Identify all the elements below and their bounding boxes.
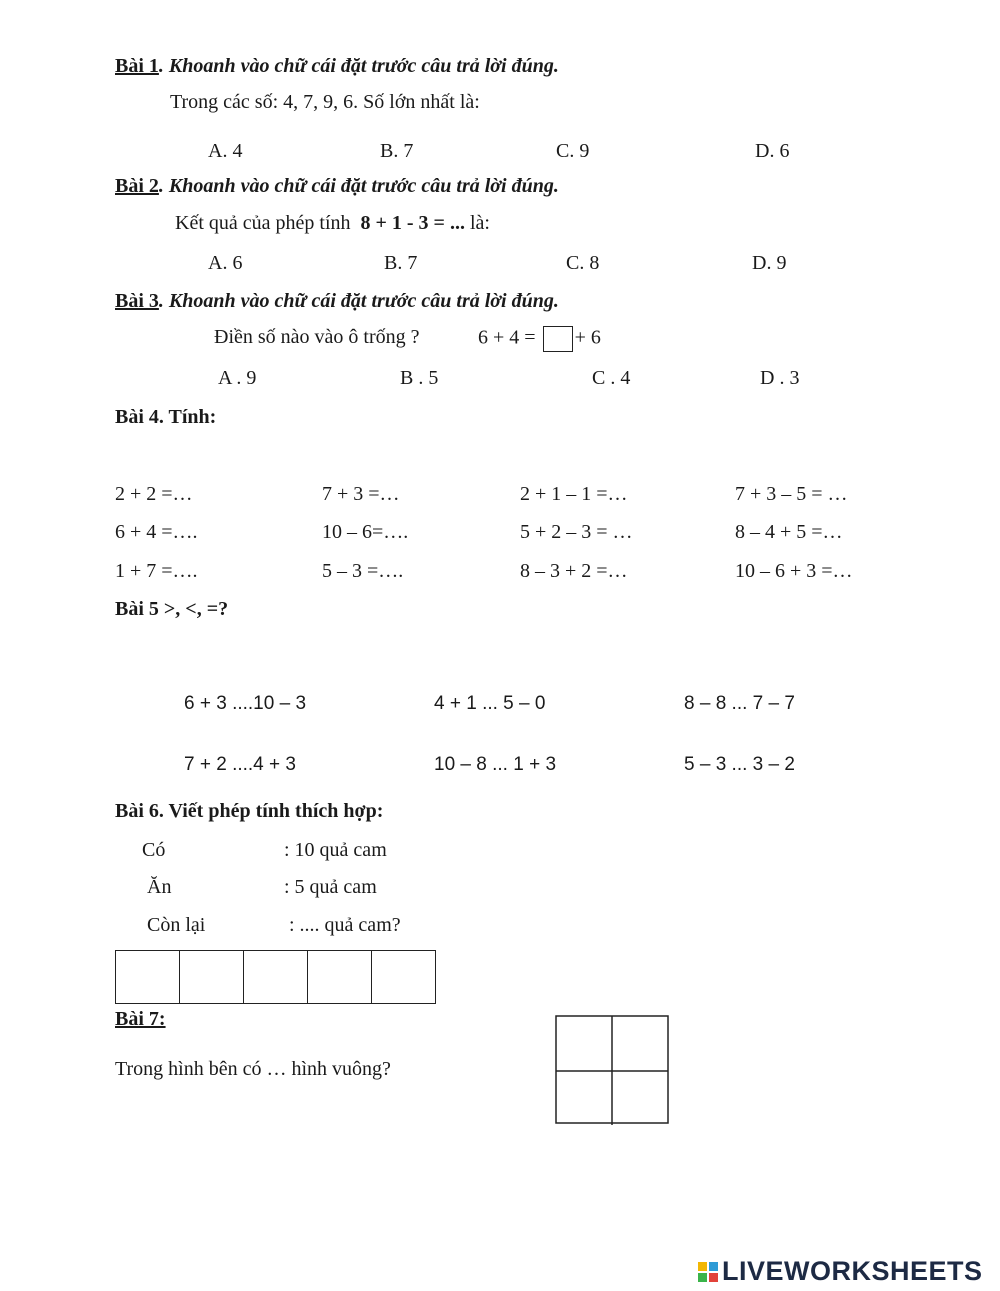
bai4-item[interactable]: 7 + 3 – 5 = … bbox=[735, 483, 848, 505]
bai3-equation-right: + 6 bbox=[574, 326, 601, 349]
bai7-question[interactable]: Trong hình bên có … hình vuông? bbox=[115, 1058, 391, 1080]
bai3-option-b[interactable]: B . 5 bbox=[400, 367, 439, 389]
bai5-item[interactable]: 8 – 8 ... 7 – 7 bbox=[684, 693, 795, 714]
bai1-option-c[interactable]: C. 9 bbox=[556, 140, 590, 162]
bai2-question bbox=[175, 212, 490, 235]
bai2-option-b[interactable]: B. 7 bbox=[384, 252, 418, 274]
bai4-item[interactable]: 5 – 3 =…. bbox=[322, 560, 404, 582]
bai6-answer-cell[interactable] bbox=[180, 951, 244, 1003]
bai5-item[interactable]: 4 + 1 ... 5 – 0 bbox=[434, 693, 546, 714]
bai4-item[interactable]: 6 + 4 =…. bbox=[115, 521, 198, 543]
bai6-label-an: Ăn bbox=[147, 876, 172, 898]
bai6-title: Bài 6. Viết phép tính thích hợp: bbox=[115, 800, 384, 822]
bai6-answer-boxes bbox=[115, 950, 436, 1004]
bai1-label: Bài 1 bbox=[115, 55, 159, 77]
bai4-item[interactable]: 5 + 2 – 3 = … bbox=[520, 521, 633, 543]
bai7-square-figure bbox=[555, 1015, 669, 1125]
bai4-item[interactable]: 2 + 1 – 1 =… bbox=[520, 483, 628, 505]
bai3-label: Bài 3 bbox=[115, 290, 159, 312]
bai5-item[interactable]: 6 + 3 ....10 – 3 bbox=[184, 693, 307, 714]
bai1-option-d[interactable]: D. 6 bbox=[755, 140, 790, 162]
bai7-title bbox=[115, 1008, 166, 1031]
bai6-value-co: : 10 quả cam bbox=[284, 839, 387, 861]
bai1-title bbox=[115, 55, 559, 78]
bai1-question: Trong các số: 4, 7, 9, 6. Số lớn nhất là: bbox=[170, 91, 480, 113]
bai5-title: Bài 5 >, <, =? bbox=[115, 598, 229, 620]
bai3-title bbox=[115, 290, 559, 313]
bai7-label: Bài 7: bbox=[115, 1008, 166, 1030]
bai5-item[interactable]: 10 – 8 ... 1 + 3 bbox=[434, 754, 557, 775]
bai3-answer-box[interactable] bbox=[543, 326, 573, 352]
bai3-question: Điền số nào vào ô trống ? bbox=[214, 326, 420, 348]
bai4-item[interactable]: 8 – 3 + 2 =… bbox=[520, 560, 628, 582]
bai6-label-con-lai: Còn lại bbox=[147, 914, 206, 936]
bai2-option-a[interactable]: A. 6 bbox=[208, 252, 243, 274]
bai1-option-a[interactable]: A. 4 bbox=[208, 140, 243, 162]
bai2-option-c[interactable]: C. 8 bbox=[566, 252, 600, 274]
bai4-item[interactable]: 10 – 6 + 3 =… bbox=[735, 560, 853, 582]
bai3-equation bbox=[478, 326, 601, 352]
bai4-item[interactable]: 2 + 2 =… bbox=[115, 483, 193, 505]
bai4-item[interactable]: 10 – 6=…. bbox=[322, 521, 409, 543]
bai3-option-d[interactable]: D . 3 bbox=[760, 367, 800, 389]
bai2-option-d[interactable]: D. 9 bbox=[752, 252, 787, 274]
bai6-label-co: Có bbox=[142, 839, 166, 861]
bai6-answer-cell[interactable] bbox=[244, 951, 308, 1003]
bai1-option-b[interactable]: B. 7 bbox=[380, 140, 414, 162]
liveworksheets-logo-icon bbox=[698, 1262, 718, 1282]
bai4-title: Bài 4. Tính: bbox=[115, 406, 217, 428]
bai6-answer-cell[interactable] bbox=[372, 951, 435, 1003]
bai3-equation-left: 6 + 4 = bbox=[478, 326, 536, 349]
bai6-answer-cell[interactable] bbox=[116, 951, 180, 1003]
bai4-item[interactable]: 1 + 7 =…. bbox=[115, 560, 198, 582]
bai2-question-expression: 8 + 1 - 3 = ... bbox=[360, 212, 465, 234]
bai5-item[interactable]: 7 + 2 ....4 + 3 bbox=[184, 754, 296, 775]
bai2-question-suffix: là: bbox=[469, 212, 490, 234]
bai5-item[interactable]: 5 – 3 ... 3 – 2 bbox=[684, 754, 795, 775]
bai1-instruction: . Khoanh vào chữ cái đặt trước câu trả lời đúng. bbox=[158, 55, 559, 77]
bai2-question-prefix: Kết quả của phép tính bbox=[175, 212, 351, 234]
bai2-title bbox=[115, 175, 559, 198]
bai3-instruction: . Khoanh vào chữ cái đặt trước câu trả lời đúng. bbox=[158, 290, 559, 312]
bai6-answer-cell[interactable] bbox=[308, 951, 372, 1003]
liveworksheets-brand-text: LIVEWORKSHEETS bbox=[722, 1256, 983, 1286]
bai6-value-con-lai: : .... quả cam? bbox=[289, 914, 401, 936]
bai3-option-c[interactable]: C . 4 bbox=[592, 367, 631, 389]
liveworksheets-logo bbox=[698, 1256, 983, 1287]
bai3-option-a[interactable]: A . 9 bbox=[218, 367, 257, 389]
bai4-item[interactable]: 8 – 4 + 5 =… bbox=[735, 521, 843, 543]
bai4-item[interactable]: 7 + 3 =… bbox=[322, 483, 400, 505]
bai2-label: Bài 2 bbox=[115, 175, 159, 197]
bai2-instruction: . Khoanh vào chữ cái đặt trước câu trả lời đúng. bbox=[158, 175, 559, 197]
bai6-value-an: : 5 quả cam bbox=[284, 876, 377, 898]
